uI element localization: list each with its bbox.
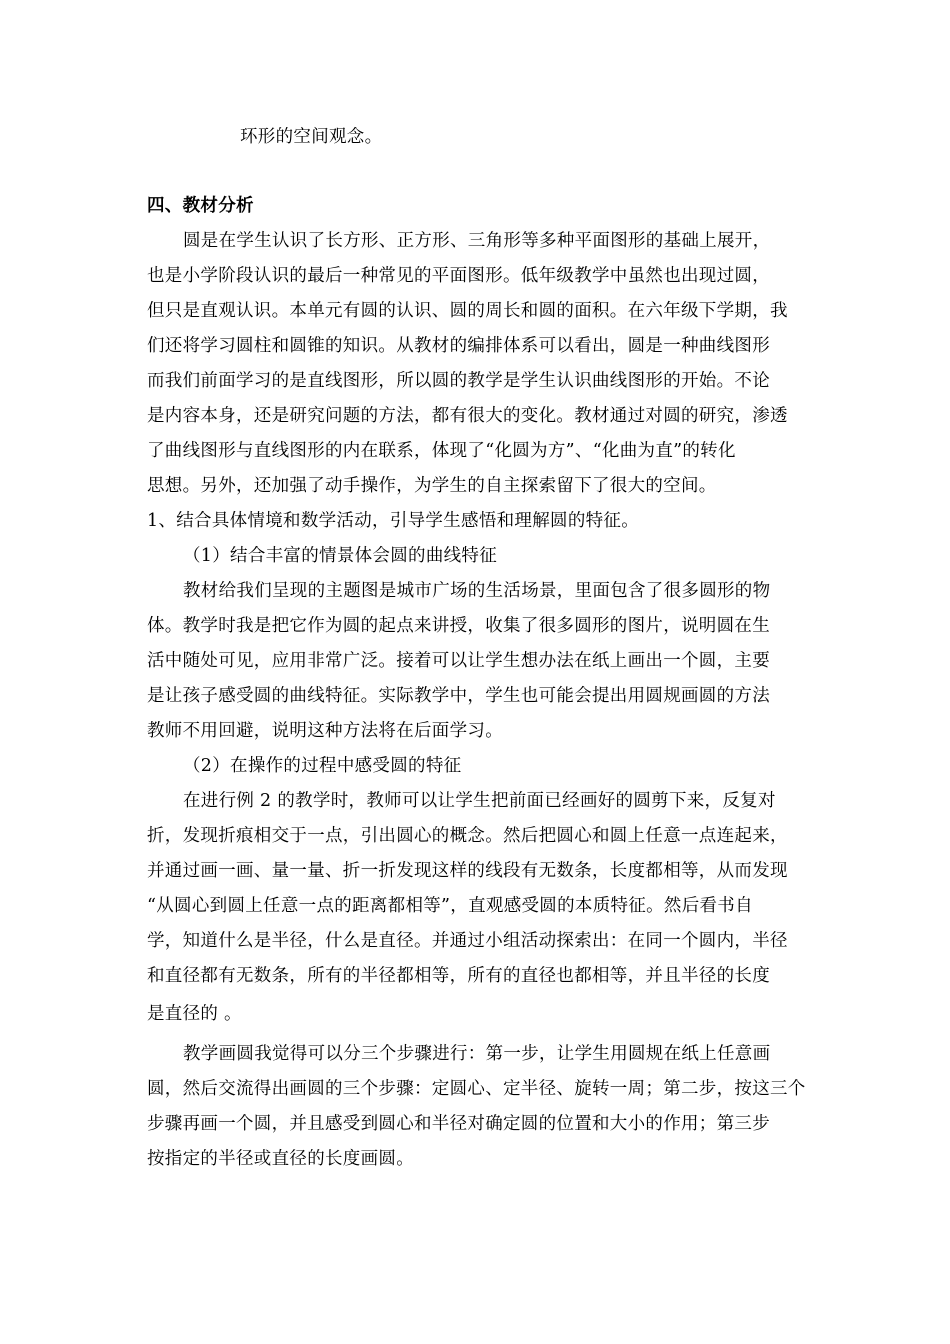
paragraph-line: 和直径都有无数条，所有的半径都相等，所有的直径也都相等，并且半径的长度 <box>147 966 770 986</box>
paragraph-line: 们还将学习圆柱和圆锥的知识。从教材的编排体系可以看出，圆是一种曲线图形 <box>147 336 770 356</box>
subheading: （1）结合丰富的情景体会圆的曲线特征 <box>183 546 498 566</box>
paragraph-line: 体。教学时我是把它作为圆的起点来讲授，收集了很多圆形的图片，说明圆在生 <box>147 616 770 636</box>
paragraph-line: 圆是在学生认识了长方形、正方形、三角形等多种平面图形的基础上展开， <box>183 231 771 251</box>
paragraph-line: 活中随处可见，应用非常广泛。接着可以让学生想办法在纸上画出一个圆，主要 <box>147 651 770 671</box>
paragraph-line: 是让孩子感受圆的曲线特征。实际教学中，学生也可能会提出用圆规画圆的方法 <box>147 686 770 706</box>
subheading: （2）在操作的过程中感受圆的特征 <box>183 756 462 776</box>
paragraph-line: 步骤再画一个圆，并且感受到圆心和半径对确定圆的位置和大小的作用；第三步 <box>147 1114 770 1134</box>
paragraph-line: 思想。另外，还加强了动手操作，为学生的自主探索留下了很大的空间。 <box>147 476 717 496</box>
paragraph-line: 折，发现折痕相交于一点，引出圆心的概念。然后把圆心和圆上任意一点连起来， <box>147 826 788 846</box>
paragraph-line: 是内容本身，还是研究问题的方法，都有很大的变化。教材通过对圆的研究，渗透 <box>147 406 788 426</box>
paragraph-line: “从圆心到圆上任意一点的距离都相等”，直观感受圆的本质特征。然后看书自 <box>147 896 753 916</box>
paragraph-line: 也是小学阶段认识的最后一种常见的平面图形。低年级教学中虽然也出现过圆， <box>147 266 770 286</box>
paragraph-line: 按指定的半径或直径的长度画圆。 <box>147 1149 414 1169</box>
paragraph-line: 但只是直观认识。本单元有圆的认识、圆的周长和圆的面积。在六年级下学期，我 <box>147 301 788 321</box>
paragraph-line: 并通过画一画、量一量、折一折发现这样的线段有无数条，长度都相等，从而发现 <box>147 861 788 881</box>
paragraph-line: 教师不用回避，说明这种方法将在后面学习。 <box>147 721 503 741</box>
paragraph-line: 教材给我们呈现的主题图是城市广场的生活场景，里面包含了很多圆形的物 <box>183 581 771 601</box>
paragraph-line: 在进行例 2 的教学时，教师可以让学生把前面已经画好的圆剪下来，反复对 <box>183 791 776 811</box>
paragraph-line: 圆，然后交流得出画圆的三个步骤：定圆心、定半径、旋转一周；第二步，按这三个 <box>147 1079 806 1099</box>
paragraph-line: 了曲线图形与直线图形的内在联系，体现了“化圆为方”、“化曲为直”的转化 <box>147 441 736 461</box>
paragraph-line: 是直径的 。 <box>147 1004 242 1024</box>
paragraph-line: 而我们前面学习的是直线图形，所以圆的教学是学生认识曲线图形的开始。不论 <box>147 371 770 391</box>
numbered-item: 1、结合具体情境和数学活动，引导学生感悟和理解圆的特征。 <box>147 511 640 531</box>
section-heading: 四、教材分析 <box>147 196 254 216</box>
paragraph-line: 环形的空间观念。 <box>240 127 383 147</box>
paragraph-line: 教学画圆我觉得可以分三个步骤进行：第一步，让学生用圆规在纸上任意画 <box>183 1044 771 1064</box>
paragraph-line: 学，知道什么是半径，什么是直径。并通过小组活动探索出：在同一个圆内，半径 <box>147 931 788 951</box>
